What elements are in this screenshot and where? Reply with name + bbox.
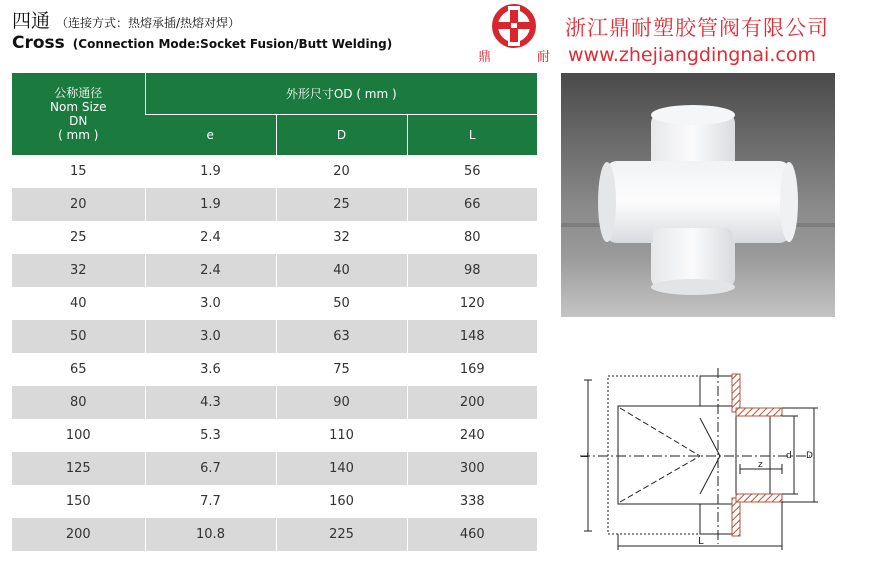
cell-e: 5.3 <box>145 419 276 452</box>
header-dn-abbr: DN <box>69 113 88 128</box>
header-dn-cn: 公称通径 <box>54 85 103 100</box>
company-name: 浙江鼎耐塑胶管阀有限公司 <box>565 16 829 40</box>
table-row <box>12 221 537 254</box>
cell-e: 2.4 <box>145 221 276 254</box>
table-row <box>12 353 537 386</box>
table-row <box>12 419 537 452</box>
table-row <box>12 320 537 353</box>
table-row <box>12 485 537 518</box>
cell-dn: 200 <box>12 518 145 551</box>
cell-dn: 100 <box>12 419 145 452</box>
product-title-en <box>12 33 392 53</box>
product-name-cn: 四通 <box>12 10 51 32</box>
logo-char-ding: 鼎 <box>478 50 492 65</box>
cell-L: 66 <box>407 188 537 221</box>
cell-e: 1.9 <box>145 188 276 221</box>
cell-D: 90 <box>276 386 407 419</box>
cell-L: 120 <box>407 287 537 320</box>
dim-label-L-horizontal: L <box>698 536 704 547</box>
cell-L: 200 <box>407 386 537 419</box>
connection-mode-en: (Connection Mode:Socket Fusion/Butt Welding) <box>72 37 393 51</box>
table-row <box>12 287 537 320</box>
cell-e: 1.9 <box>145 155 276 188</box>
header-nominal-size <box>12 73 145 155</box>
cell-L: 240 <box>407 419 537 452</box>
cell-e: 4.3 <box>145 386 276 419</box>
cell-dn: 20 <box>12 188 145 221</box>
header-dn-unit: ( mm ) <box>58 127 99 142</box>
table-row <box>12 386 537 419</box>
cell-e: 10.8 <box>145 518 276 551</box>
header-outer-dimensions: 外形尺寸OD ( mm ) <box>145 73 537 114</box>
table-row <box>12 155 537 188</box>
cell-D: 110 <box>276 419 407 452</box>
cell-D: 160 <box>276 485 407 518</box>
cell-dn: 150 <box>12 485 145 518</box>
cross-section-drawing <box>580 368 820 553</box>
cell-e: 2.4 <box>145 254 276 287</box>
cell-L: 169 <box>407 353 537 386</box>
cell-L: 460 <box>407 518 537 551</box>
company-website: www.zhejiangdingnai.com <box>568 44 816 66</box>
cell-D: 20 <box>276 155 407 188</box>
cell-e: 7.7 <box>145 485 276 518</box>
cell-dn: 80 <box>12 386 145 419</box>
product-title-cn <box>12 6 240 33</box>
product-name-en: Cross <box>12 33 65 53</box>
cell-dn: 40 <box>12 287 145 320</box>
cell-e: 6.7 <box>145 452 276 485</box>
cell-e: 3.0 <box>145 287 276 320</box>
table-row <box>12 254 537 287</box>
cell-L: 300 <box>407 452 537 485</box>
cell-L: 338 <box>407 485 537 518</box>
cell-D: 40 <box>276 254 407 287</box>
table-row <box>12 518 537 551</box>
cell-D: 50 <box>276 287 407 320</box>
cell-dn: 15 <box>12 155 145 188</box>
cell-dn: 50 <box>12 320 145 353</box>
header-L: L <box>407 114 537 155</box>
cell-D: 75 <box>276 353 407 386</box>
header-D: D <box>276 114 407 155</box>
dim-label-d: d <box>786 451 792 461</box>
dim-label-L-vertical: L <box>580 452 591 458</box>
cell-D: 140 <box>276 452 407 485</box>
cell-dn: 125 <box>12 452 145 485</box>
dimension-table <box>12 73 537 551</box>
cell-L: 148 <box>407 320 537 353</box>
header-e: e <box>145 114 276 155</box>
cell-D: 225 <box>276 518 407 551</box>
connection-mode-cn: （连接方式：热熔承插/热熔对焊） <box>56 16 241 30</box>
cell-L: 98 <box>407 254 537 287</box>
dim-label-D: D <box>806 451 813 461</box>
cell-D: 63 <box>276 320 407 353</box>
header-dn-en: Nom Size <box>50 99 107 114</box>
cell-D: 32 <box>276 221 407 254</box>
cell-D: 25 <box>276 188 407 221</box>
cell-L: 56 <box>407 155 537 188</box>
table-row <box>12 452 537 485</box>
logo-text <box>478 46 550 65</box>
cell-e: 3.6 <box>145 353 276 386</box>
cell-e: 3.0 <box>145 320 276 353</box>
dim-label-z: z <box>758 460 763 470</box>
cell-dn: 65 <box>12 353 145 386</box>
logo-char-nai: 耐 <box>536 50 550 65</box>
product-photo <box>561 73 835 317</box>
cell-L: 80 <box>407 221 537 254</box>
cell-dn: 25 <box>12 221 145 254</box>
cell-dn: 32 <box>12 254 145 287</box>
table-row <box>12 188 537 221</box>
